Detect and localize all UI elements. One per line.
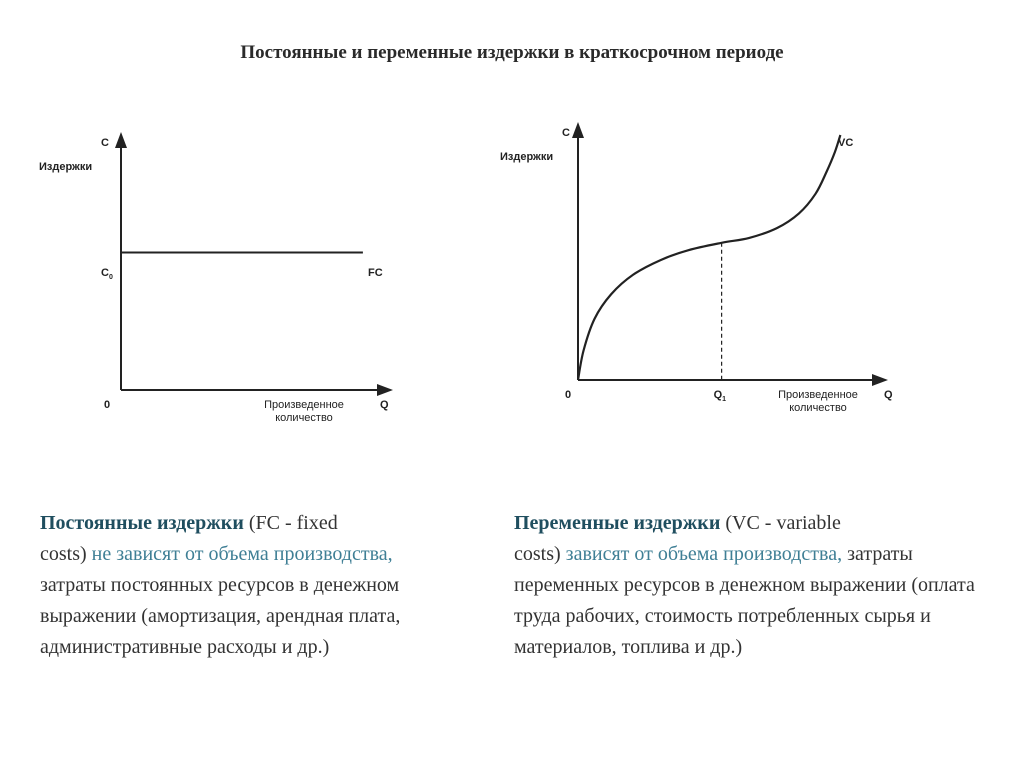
fc-description <box>40 508 460 663</box>
vc-description <box>514 508 984 663</box>
fc-abbr-line1: (FC - fixed <box>243 512 338 534</box>
fc-plain-text: затраты постоянных ресурсов в денежном выражении (амортизация, арендная плата, административные расходы и др.) <box>40 574 401 658</box>
vc-y-axis-label: Издержки <box>500 151 554 163</box>
vc-abbr-line2: costs) <box>514 543 561 565</box>
vc-series-label: VC <box>838 137 854 149</box>
fc-teal-text: не зависят от объема производства, <box>86 543 393 565</box>
fc-origin-label: 0 <box>104 399 111 411</box>
fc-level-label: $C_0$ <box>101 267 113 281</box>
vc-x-axis-letter: Q <box>884 389 893 401</box>
fc-term: Постоянные издержки <box>40 512 244 534</box>
fc-chart <box>39 137 389 424</box>
vc-teal-text: зависят от объема производства, <box>560 543 843 565</box>
fc-y-axis-label: Издержки <box>39 161 93 173</box>
vc-q1-label: $Q_1$ <box>713 389 727 403</box>
fc-series-label: FC <box>368 267 383 279</box>
fc-x-axis-letter: Q <box>380 399 389 411</box>
fc-abbr-line2: costs) <box>40 543 87 565</box>
vc-term: Переменные издержки <box>514 512 721 534</box>
fc-x-axis-label-line1: Произведенное <box>264 399 344 411</box>
vc-x-axis-label-line2: количество <box>789 402 847 414</box>
vc-chart <box>500 127 893 414</box>
fc-y-axis-letter: C <box>101 137 109 149</box>
vc-series-curve <box>578 135 840 380</box>
vc-abbr-line1: (VC - variable <box>720 512 841 534</box>
vc-y-axis-letter: C <box>562 127 570 139</box>
fc-x-axis-label-line2: количество <box>275 412 333 424</box>
vc-plain-text: затраты переменных ресурсов в денежном выражении (оплата труда рабочих, стоимость потребленных сырья и материалов, топлива и др.) <box>514 543 975 658</box>
vc-origin-label: 0 <box>565 389 572 401</box>
vc-x-axis-label-line1: Произведенное <box>778 389 858 401</box>
slide-title: Постоянные и переменные издержки в краткосрочном периоде <box>240 42 784 63</box>
